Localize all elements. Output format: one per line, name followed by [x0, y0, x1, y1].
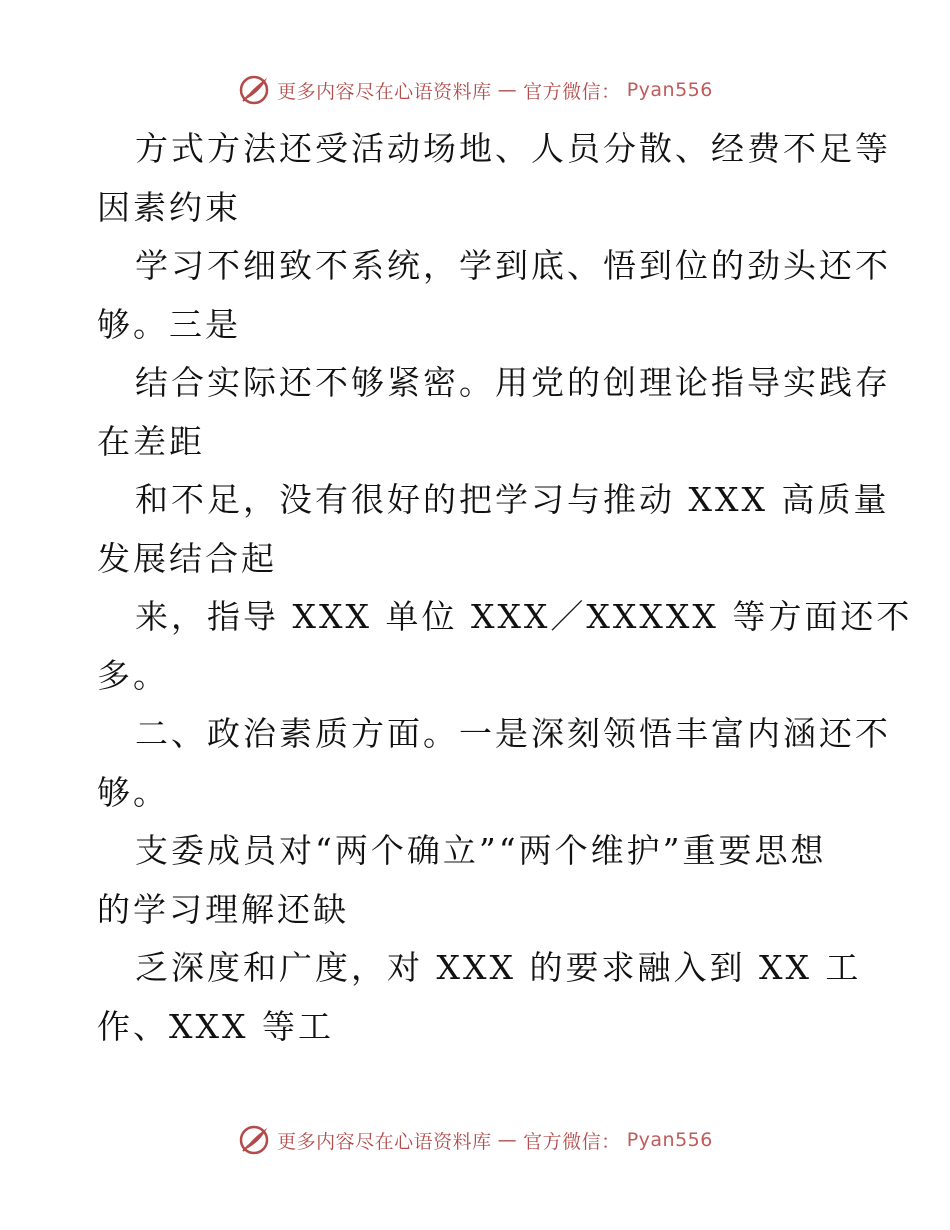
text-line: 方式方法还受活动场地、人员分散、经费不足等 [135, 129, 891, 168]
text-line: 因素约束 [97, 187, 241, 227]
text-line: 结合实际还不够紧密。用党的创理论指导实践存 [135, 363, 891, 402]
watermark-brand-text: 更多内容尽在心语资料库 [277, 80, 492, 103]
watermark-wechat-id: Pyan556 [626, 79, 713, 101]
text-line: 发展结合起 [97, 538, 277, 578]
footer-watermark [0, 1120, 950, 1160]
text-line: 学习不细致不系统，学到底、悟到位的劲头还不 [135, 246, 891, 285]
text-line: 来，指导 XXX 单位 XXX／XXXXX 等方面还不 [135, 597, 913, 636]
text-line: 支委成员对“两个确立”“两个维护”重要思想 [135, 831, 827, 870]
header-watermark [0, 70, 950, 110]
feather-pen-logo-icon [237, 1123, 271, 1157]
watermark-wechat-label: 官方微信： [523, 80, 621, 103]
watermark-separator: — [497, 1129, 518, 1151]
text-line: 在差距 [97, 421, 205, 461]
document-body [97, 120, 913, 1056]
text-line: 和不足，没有很好的把学习与推动 XXX 高质量 [135, 480, 890, 519]
watermark-brand-text: 更多内容尽在心语资料库 [277, 1130, 492, 1153]
watermark-separator: — [497, 79, 518, 101]
text-line: 够。 [97, 772, 169, 812]
text-line: 的学习理解还缺 [97, 889, 349, 929]
text-line: 作、XXX 等工 [97, 1006, 334, 1046]
watermark-wechat-id: Pyan556 [626, 1129, 713, 1151]
text-line: 二、政治素质方面。一是深刻领悟丰富内涵还不 [135, 714, 891, 753]
watermark-wechat-label: 官方微信： [523, 1130, 621, 1153]
text-line: 多。 [97, 655, 169, 695]
text-line: 乏深度和广度，对 XXX 的要求融入到 XX 工 [135, 948, 862, 987]
text-line: 够。三是 [97, 304, 241, 344]
feather-pen-logo-icon [237, 73, 271, 107]
